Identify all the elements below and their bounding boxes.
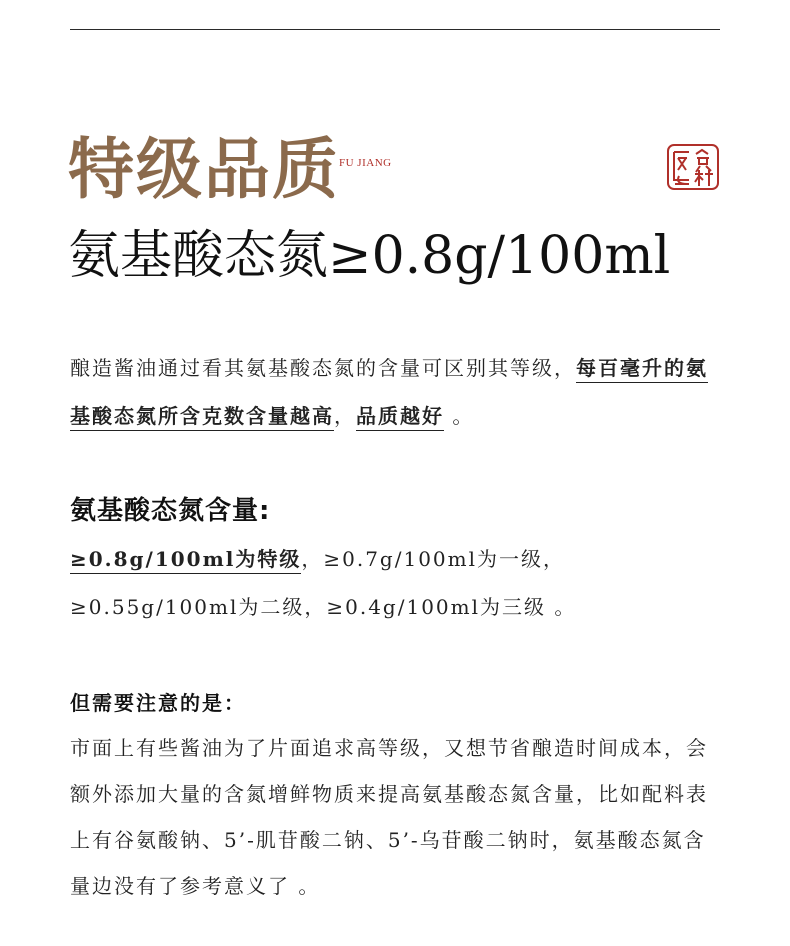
grade-special: ≥0.8g/100ml为特级: [70, 547, 301, 574]
grades-heading: 氨基酸态氮含量:: [70, 496, 271, 526]
intro-end: 。: [452, 404, 475, 428]
amino-acid-headline: 氨基酸态氮≥0.8g/100ml: [68, 226, 671, 286]
page-title: 特级品质: [68, 130, 340, 208]
note-paragraph: 市面上有些酱油为了片面追求高等级，又想节省酿造时间成本，会额外添加大量的含氮增鲜物质来提高氨基酸态氮含量，比如配料表上有谷氨酸钠、5’-肌苷酸二钠、5’-乌苷酸二钠时，氨基酸态氮含量边没有了参考意义了 。: [70, 736, 708, 898]
intro-emphasis-1: 每百毫升的氨基酸态氮所含克数含量越高: [70, 356, 708, 431]
intro-comma: ，: [334, 404, 356, 428]
intro-lead-text: 酿造酱油通过看其氨基酸态氮的含量可区别其等级，: [70, 356, 576, 380]
seal-stamp-icon: [667, 144, 719, 190]
grade-rest-line1: ，≥0.7g/100ml为一级，: [301, 547, 565, 571]
intro-paragraph: [70, 344, 720, 440]
grade-rest-line2: ≥0.55g/100ml为二级，≥0.4g/100ml为三级 。: [70, 595, 577, 619]
brand-subtitle: FU JIANG: [339, 157, 392, 169]
note-heading: 但需要注意的是：: [70, 691, 246, 715]
top-divider: [70, 29, 720, 30]
intro-emphasis-2: 品质越好: [356, 404, 444, 431]
grades-paragraph: [70, 535, 720, 631]
